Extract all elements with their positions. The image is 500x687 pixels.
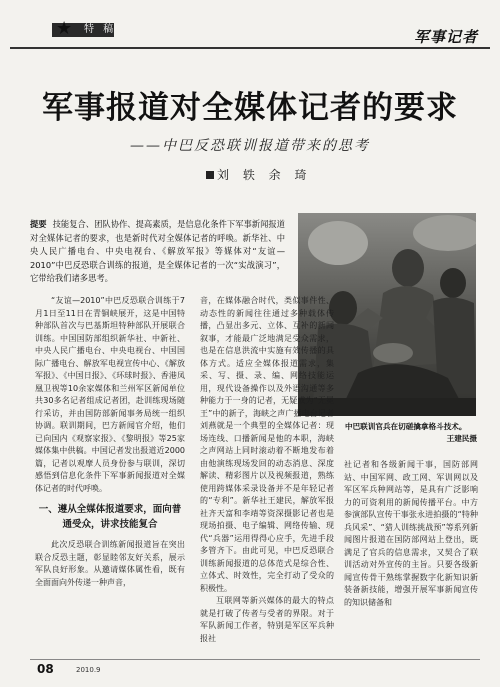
body-column-1	[35, 295, 185, 589]
body-paragraph: 此次反恐联合训练新闻报道旨在突出联合反恐主题，彰显睦邻友好关系，展示军队良好形象。从邀请媒体属性看，既有全面面向外传递一种声音，	[35, 540, 185, 587]
body-column-3	[344, 459, 478, 609]
header-divider	[10, 47, 490, 49]
body-paragraph: 音，在媒体融合时代，类似事件性、动态性的新闻往往通过多种载体传播，凸显出多元、立体、互补的新闻叙事，才能最广泛地满足受众需求，也是在信息洪流中实施有效传播的具体方式。适应全媒体报道需求，集采、写、摄、录、编、网络技能运用，现代设备操作以及外语沟通等多种能力于一身的记者，无疑成为“无冕王”中的新子，海峡之声广播电台记者刘燕就是一个典型的全媒体记者：现场连线、口播新闻是他的本职，海峡之声网站上同时滚动着不断地发布着由他演练现场发回的动态消息、深度解读、精彩图片以及视频报道，熟练使用跨媒体采录设备并不是年轻记者的“专利”。新华社王建民，解放军报社齐天富和李靖等资深摄影记者也是现场拍摄、电子编辑、网络传输、现代“兵器”运用得得心应手，先进手段多管齐下。由此可见，中巴反恐联合训练新闻报道的总体范式是综合性、立体式、时效性，完全打动了受众的积极性。	[200, 296, 334, 593]
article-subtitle: ——中巴反恐联训报道带来的思考	[130, 138, 370, 154]
body-column-2	[200, 295, 334, 645]
body-paragraph: “友谊—2010”中巴反恐联合训练于7月1日至11日在青铜峡展开，这是中国特种部队首次与巴基斯坦特种部队开展联合训练。中国国防部组织新华社、中新社、中央人民广播电台、中央电视台、中国国际广播电台、解放军电视宣传中心、《解放军报》、《中国日报》、《环球时报》、香港凤凰卫视等10余家媒体和兰州军区新闻单位共30多名记者组成记者团，赴训练现场随行采访，并由国防部新闻事务局统一组织协调。联训期间，巴方新闻官介绍，他们已向国内《观察家报》、《黎明报》等25家媒体集中供稿。中国记者发出报道近2000篇，记者以观摩人员身份参与联训，深切感悟到信息化条件下军事新闻报道对全媒体记者的时代呼唤。	[35, 296, 185, 493]
abstract	[30, 218, 285, 286]
photo-credit: 王建民摄	[446, 434, 477, 443]
byline-marker-icon	[206, 171, 214, 179]
star-icon: ★	[56, 18, 73, 39]
abstract-label: 提要	[30, 219, 47, 229]
page-header	[0, 0, 500, 52]
page-number: 08	[37, 662, 54, 676]
body-paragraph: 社记者和各级新闻干事，国防部网站、中国军网、政工网、军训网以及军区军兵种网站等，是具有广泛影响力的可资利用的新闻传播平台。中方参演部队宣传干事张永进拍摄的“特种兵风采”、“猎人训练挑战预”等系列新闻图片报道在国防部网站上登出，既满足了官兵的信息需求，又契合了联训活动对外宣传的主旨。只要各级新闻宣传骨干熟练掌握数字化新知识新装备新技能，增强开展军事新闻宣传的知识储备和	[344, 460, 478, 607]
abstract-text: 技能复合、团队协作、提高素质，是信息化条件下军事新闻报道对全媒体记者的要求，也是新时代对全媒体记者的呼唤。新华社、中央人民广播电台、中央电视台、《解放军报》等媒体对“友谊—2010”中巴反恐联合训练的报道，是全媒体记者的一次“实战演习”，它带给我们诸多思考。	[30, 219, 285, 283]
article-title: 军事报道对全媒体记者的要求	[42, 90, 458, 126]
byline-authors: 刘 轶 余 琦	[217, 168, 312, 182]
caption-text: 中巴联训官兵在切磋擒拿格斗技术。	[345, 422, 467, 431]
byline	[206, 166, 311, 183]
footer-divider	[30, 659, 480, 660]
issue-label: 2010.9	[76, 666, 101, 674]
photo-caption	[345, 421, 477, 445]
body-paragraph: 互联网等新兴媒体的最大的特点就是打破了传者与受者的界限。对于军队新闻工作者，特别是军区军兵种报社	[200, 596, 334, 643]
section-subhead: 一、遵从全媒体报道要求，面向普通受众，讲求技能复合	[38, 504, 182, 530]
magazine-logo: 军事记者	[413, 28, 478, 46]
section-label: 特 稿	[84, 24, 117, 35]
